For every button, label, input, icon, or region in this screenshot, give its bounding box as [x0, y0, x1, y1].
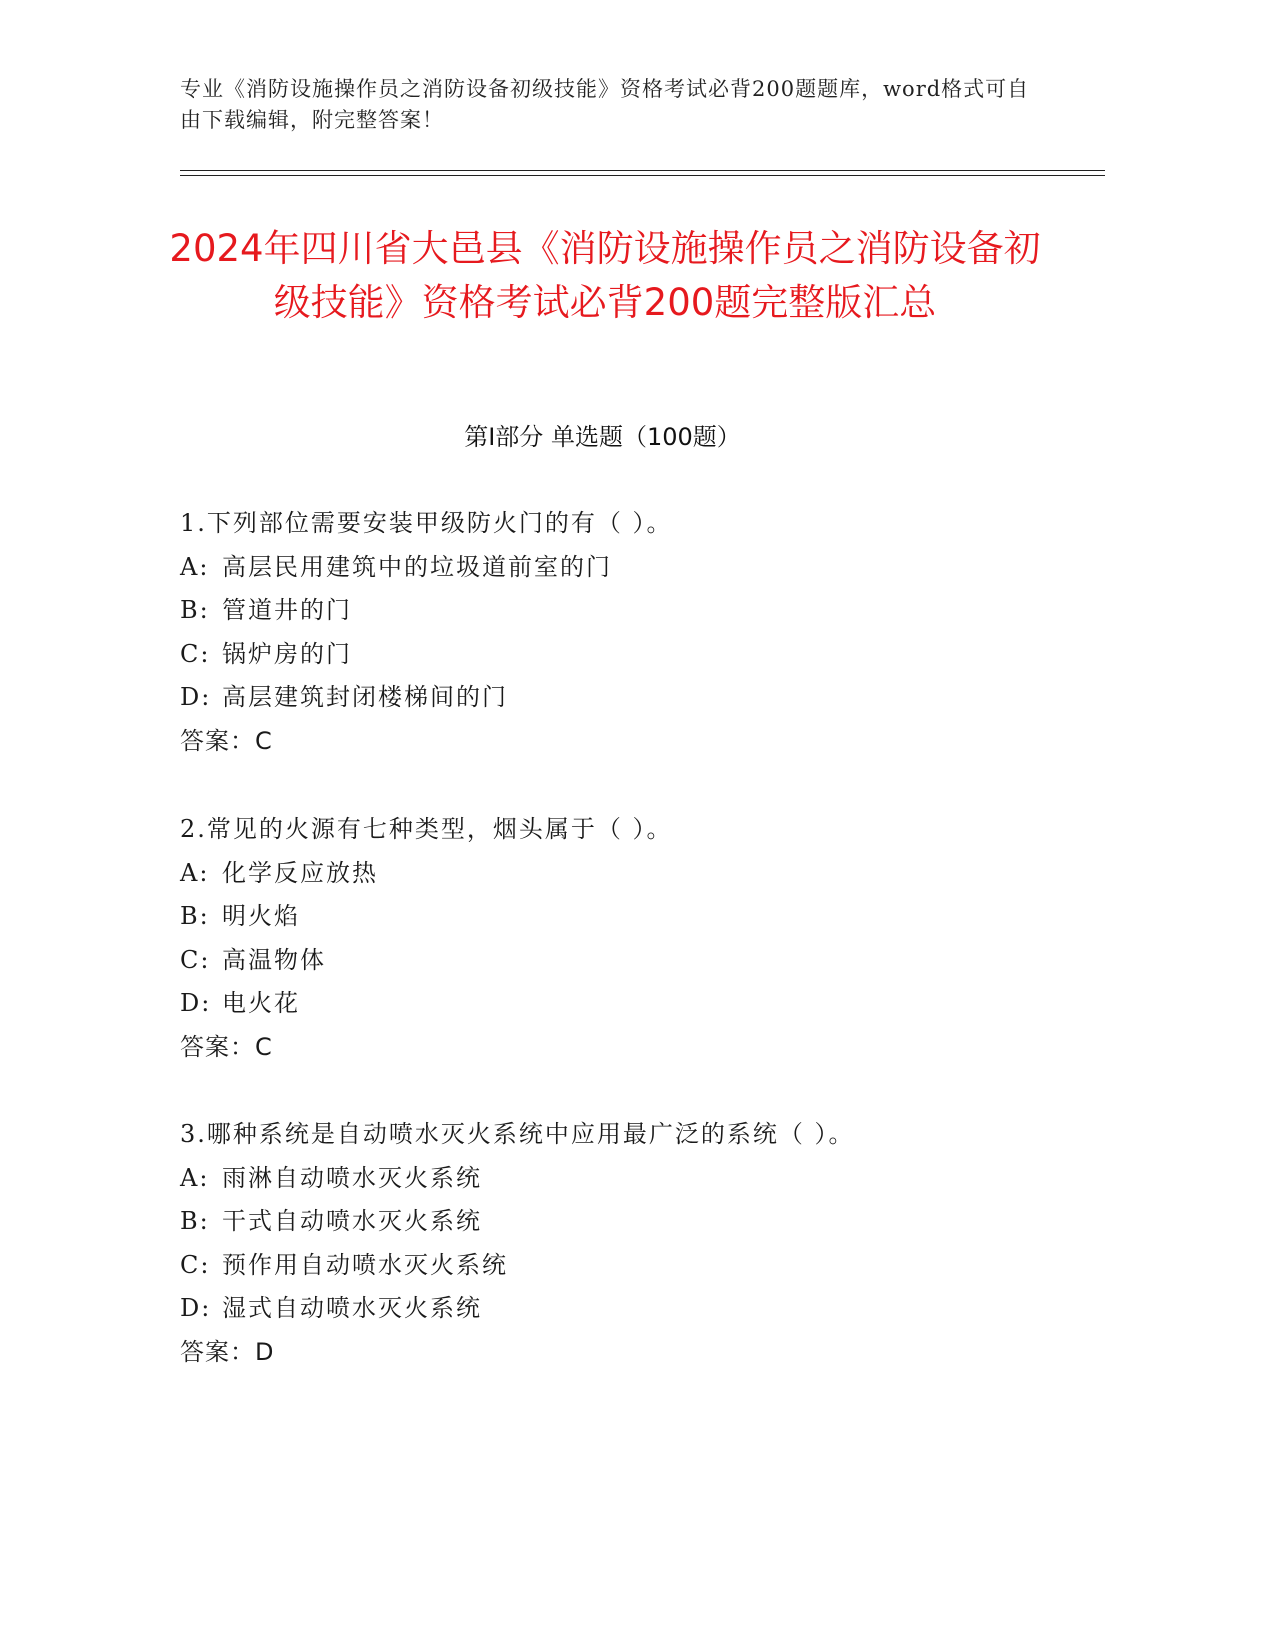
option-letter: D: — [180, 683, 212, 711]
option-text: 管道井的门 — [222, 596, 352, 624]
option-text: 明火焰 — [222, 902, 300, 930]
option-text: 化学反应放热 — [222, 858, 378, 887]
option-b — [180, 895, 1080, 939]
question-block — [180, 808, 1080, 1069]
question-stem: 3.哪种系统是自动喷水灭火系统中应用最广泛的系统（ ）。 — [180, 1120, 855, 1148]
option-letter: C: — [180, 1250, 211, 1279]
option-a — [180, 546, 1080, 590]
option-text: 高温物体 — [222, 945, 326, 974]
option-b — [180, 1200, 1080, 1244]
option-letter: C: — [180, 945, 211, 974]
answer-line: 答案：C — [180, 1032, 273, 1061]
option-c — [180, 1244, 1080, 1288]
option-text: 高层民用建筑中的垃圾道前室的门 — [222, 552, 612, 581]
answer-line: 答案：D — [180, 1337, 275, 1366]
option-text: 电火花 — [222, 989, 300, 1017]
question-stem: 1.下列部位需要安装甲级防火门的有（ ）。 — [180, 509, 673, 537]
header-divider-bottom — [180, 175, 1105, 176]
option-a — [180, 852, 1080, 896]
option-c — [180, 939, 1080, 983]
option-d — [180, 1287, 1080, 1331]
option-letter: D: — [180, 989, 212, 1017]
header-divider-top — [180, 170, 1105, 171]
option-letter: A: — [180, 552, 210, 581]
question-block — [180, 1113, 1080, 1374]
answer-line: 答案：C — [180, 726, 273, 755]
option-d — [180, 676, 1080, 720]
option-text: 预作用自动喷水灭火系统 — [222, 1250, 508, 1279]
option-letter: B: — [180, 902, 210, 930]
option-letter: A: — [180, 858, 210, 887]
option-a — [180, 1157, 1080, 1201]
question-stem: 2.常见的火源有七种类型，烟头属于（ ）。 — [180, 815, 673, 843]
option-c — [180, 633, 1080, 677]
option-b — [180, 589, 1080, 633]
document-title: 2024年四川省大邑县《消防设施操作员之消防设备初级技能》资格考试必背200题完整版汇总 — [169, 227, 1041, 324]
option-letter: A: — [180, 1163, 210, 1192]
option-text: 干式自动喷水灭火系统 — [222, 1207, 482, 1235]
header-note: 专业《消防设施操作员之消防设备初级技能》资格考试必背200题题库，word格式可自由下载编辑，附完整答案！ — [180, 77, 1030, 132]
option-text: 湿式自动喷水灭火系统 — [222, 1294, 482, 1322]
question-block — [180, 502, 1080, 763]
option-text: 锅炉房的门 — [222, 639, 352, 668]
option-text: 雨淋自动喷水灭火系统 — [222, 1163, 482, 1192]
option-letter: B: — [180, 1207, 210, 1235]
option-letter: C: — [180, 639, 211, 668]
option-d — [180, 982, 1080, 1026]
section-title: 第Ⅰ部分 单选题（100题） — [464, 423, 741, 451]
option-letter: D: — [180, 1294, 212, 1322]
option-text: 高层建筑封闭楼梯间的门 — [222, 683, 508, 711]
option-letter: B: — [180, 596, 210, 624]
